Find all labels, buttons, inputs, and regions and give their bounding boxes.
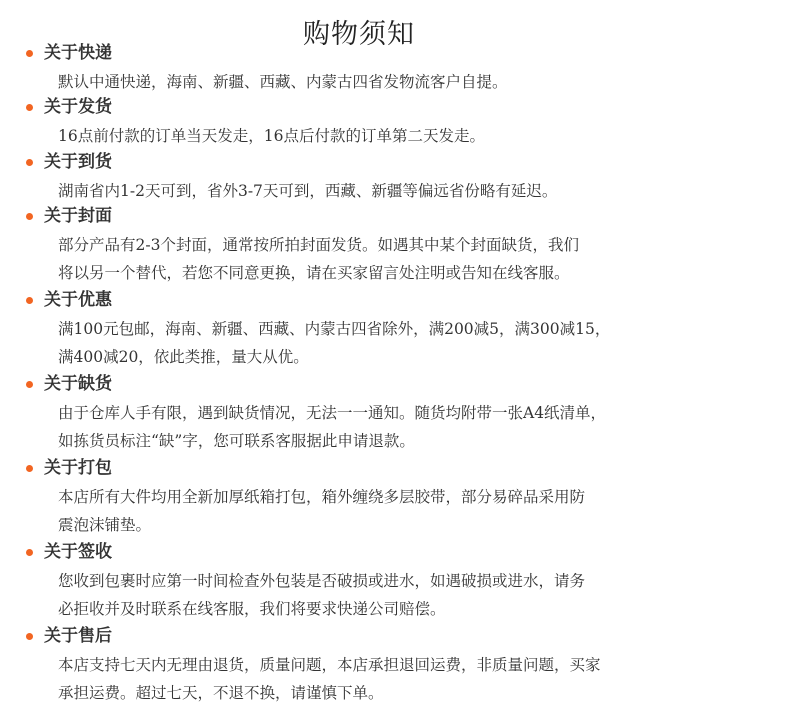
section-text-line: 您收到包裹时应第一时间检查外包装是否破损或进水，如遇破损或进水，请务: [58, 572, 586, 590]
section-text-line: 湖南省内1-2天可到，省外3-7天可到，西藏、新疆等偏远省份略有延迟。: [58, 182, 558, 200]
section-text-line: 由于仓库人手有限，遇到缺货情况，无法一一通知。随货均附带一张A4纸清单，: [58, 404, 607, 422]
section-text-line: 本店支持七天内无理由退货，质量问题，本店承担退回运费，非质量问题，买家: [58, 656, 601, 674]
section-heading: 关于缺货: [44, 374, 112, 394]
section-text-line: 承担运费。超过七天，不退不换，请谨慎下单。: [58, 684, 384, 702]
section-heading: 关于封面: [44, 206, 112, 226]
section-heading: 关于快递: [44, 43, 112, 63]
section-heading: 关于售后: [44, 626, 112, 646]
bullet-dot-icon: [26, 297, 33, 304]
section-heading: 关于优惠: [44, 290, 112, 310]
section-body: [58, 122, 748, 150]
bullet-dot-icon: [26, 549, 33, 556]
section-body: [58, 567, 748, 623]
section-body: [58, 399, 748, 455]
section-text-line: 本店所有大件均用全新加厚纸箱打包，箱外缠绕多层胶带，部分易碎品采用防: [58, 488, 586, 506]
section-body: [58, 315, 748, 371]
section-heading: 关于打包: [44, 458, 112, 478]
section-text-line: 将以另一个替代，若您不同意更换，请在买家留言处注明或告知在线客服。: [58, 264, 570, 282]
bullet-dot-icon: [26, 159, 33, 166]
bullet-dot-icon: [26, 465, 33, 472]
bullet-dot-icon: [26, 381, 33, 388]
section-body: [58, 651, 748, 707]
section-text-line: 默认中通快递，海南、新疆、西藏、内蒙古四省发物流客户自提。: [58, 73, 508, 91]
section-text-line: 满400减20，依此类推，量大从优。: [58, 348, 309, 366]
bullet-dot-icon: [26, 104, 33, 111]
section-text-line: 部分产品有2-3个封面，通常按所拍封面发货。如遇其中某个封面缺货，我们: [58, 236, 579, 254]
bullet-dot-icon: [26, 213, 33, 220]
section-heading: 关于签收: [44, 542, 112, 562]
section-text-line: 16点前付款的订单当天发走，16点后付款的订单第二天发走。: [58, 127, 485, 145]
page-title: 购物须知: [303, 19, 415, 50]
section-text-line: 震泡沫铺垫。: [58, 516, 152, 534]
section-body: [58, 177, 748, 205]
section-heading: 关于到货: [44, 152, 112, 172]
section-body: [58, 483, 748, 539]
section-text-line: 如拣货员标注“缺”字，您可联系客服据此申请退款。: [58, 432, 415, 450]
bullet-dot-icon: [26, 633, 33, 640]
bullet-dot-icon: [26, 50, 33, 57]
section-body: [58, 68, 748, 96]
section-text-line: 满100元包邮，海南、新疆、西藏、内蒙古四省除外，满200减5，满300减15，: [58, 320, 611, 338]
section-body: [58, 231, 748, 287]
section-text-line: 必拒收并及时联系在线客服，我们将要求快递公司赔偿。: [58, 600, 446, 618]
section-heading: 关于发货: [44, 97, 112, 117]
